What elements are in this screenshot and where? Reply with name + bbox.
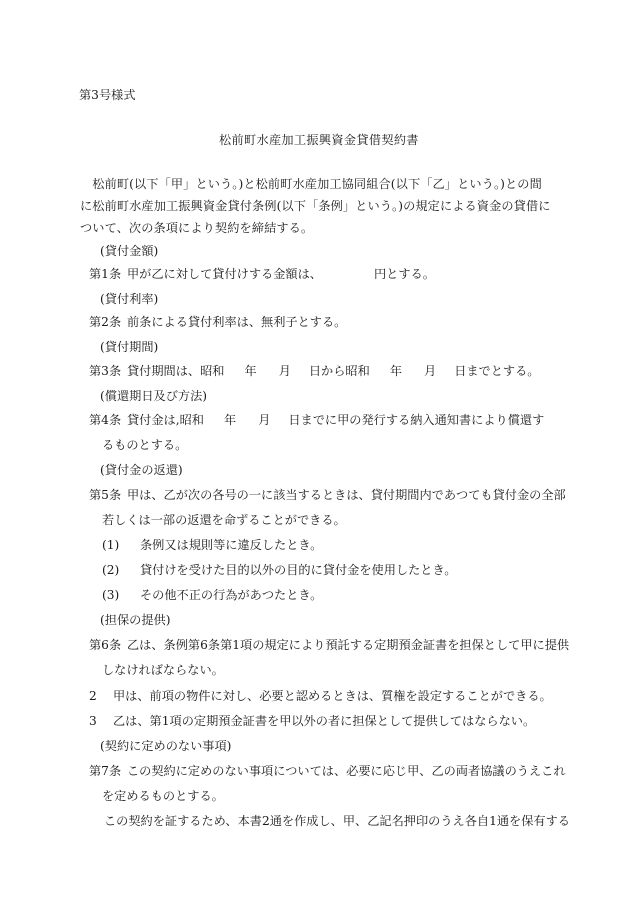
section-heading-other-matters: (契約に定めのない事項): [100, 739, 232, 753]
item-number: (3): [102, 588, 120, 602]
article-label: 第7条: [89, 764, 122, 778]
section-heading-repayment: (償還期日及び方法): [100, 389, 208, 403]
article-5: [89, 488, 566, 502]
article-text: 日までとする。: [454, 364, 540, 378]
paragraph-number: 3: [89, 714, 97, 728]
item-number: (2): [102, 563, 120, 577]
item-text: 条例又は規則等に違反したとき。: [140, 538, 323, 552]
article-6-paragraph-2: [89, 689, 552, 703]
document-title: 松前町水産加工振興資金貸借契約書: [219, 133, 419, 147]
list-item: [102, 563, 456, 577]
form-number: 第3号様式: [79, 88, 136, 102]
article-text: 前条による貸付利率は、無利子とする。: [127, 315, 347, 329]
section-heading-loan-amount: (貸付金額): [100, 244, 159, 258]
article-text: 貸付金は,昭和: [127, 413, 204, 427]
item-text: その他不正の行為があつたとき。: [140, 588, 323, 602]
article-text: 甲が乙に対して貸付けする金額は、: [127, 267, 322, 281]
article-text: 年: [224, 413, 237, 427]
intro-line-2: に松前町水産加工振興資金貸付条例(以下「条例」という。)の規定による資金の貸借に: [80, 199, 551, 213]
article-7: [89, 764, 566, 778]
article-6-paragraph-3: [89, 714, 535, 728]
list-item: [102, 538, 322, 552]
article-text: 年: [389, 364, 402, 378]
item-text: 貸付けを受けた目的以外の目的に貸付金を使用したとき。: [140, 563, 457, 577]
section-heading-interest-rate: (貸付利率): [100, 292, 159, 306]
paragraph-text: 甲は、前項の物件に対し、必要と認めるときは、質権を設定することができる。: [113, 689, 552, 703]
item-number: (1): [102, 538, 120, 552]
article-label: 第5条: [89, 488, 122, 502]
article-1: [89, 267, 435, 281]
paragraph-text: 乙は、第1項の定期預金証書を甲以外の者に担保として提供してはならない。: [113, 714, 536, 728]
article-4: [89, 413, 544, 427]
article-text: 日までに甲の発行する納入通知書により償還す: [288, 413, 545, 427]
article-text: 円とする。: [374, 267, 435, 281]
article-label: 第1条: [89, 267, 122, 281]
article-label: 第2条: [89, 315, 122, 329]
article-6-continuation: しなければならない。: [102, 663, 224, 677]
article-4-continuation: るものとする。: [102, 438, 188, 452]
closing-statement: この契約を証するため、本書2通を作成し、甲、乙記名押印のうえ各自1通を保有する: [104, 814, 570, 828]
article-7-continuation: を定めるものとする。: [102, 789, 224, 803]
article-text: 月: [278, 364, 291, 378]
article-label: 第4条: [89, 413, 122, 427]
article-6: [89, 638, 569, 652]
article-text: 月: [258, 413, 271, 427]
paragraph-number: 2: [89, 689, 97, 703]
article-text: 日から昭和: [308, 364, 370, 378]
article-text: 年: [244, 364, 257, 378]
article-text: この契約に定めのない事項については、必要に応じ甲、乙の両者協議のうえこれ: [127, 764, 566, 778]
section-heading-return: (貸付金の返還): [100, 463, 183, 477]
article-3: [89, 364, 540, 378]
intro-line-3: ついて、次の条項により契約を締結する。: [80, 221, 314, 235]
article-text: 乙は、条例第6条第1項の規定により預託する定期預金証書を担保として甲に提供: [127, 638, 570, 652]
article-text: 甲は、乙が次の各号の一に該当するときは、貸付期間内であつても貸付金の全部: [127, 488, 566, 502]
article-label: 第3条: [89, 364, 122, 378]
article-2: [89, 315, 346, 329]
article-text: 月: [424, 364, 437, 378]
section-heading-loan-period: (貸付期間): [100, 340, 159, 354]
article-text: 貸付期間は、昭和: [127, 364, 225, 378]
section-heading-collateral: (担保の提供): [100, 613, 171, 627]
list-item: [102, 588, 322, 602]
article-5-continuation: 若しくは一部の返還を命ずることができる。: [102, 513, 346, 527]
intro-line-1: 松前町(以下「甲」という。)と松前町水産加工協同組合(以下「乙」という。)との間: [80, 177, 542, 191]
article-label: 第6条: [89, 638, 122, 652]
